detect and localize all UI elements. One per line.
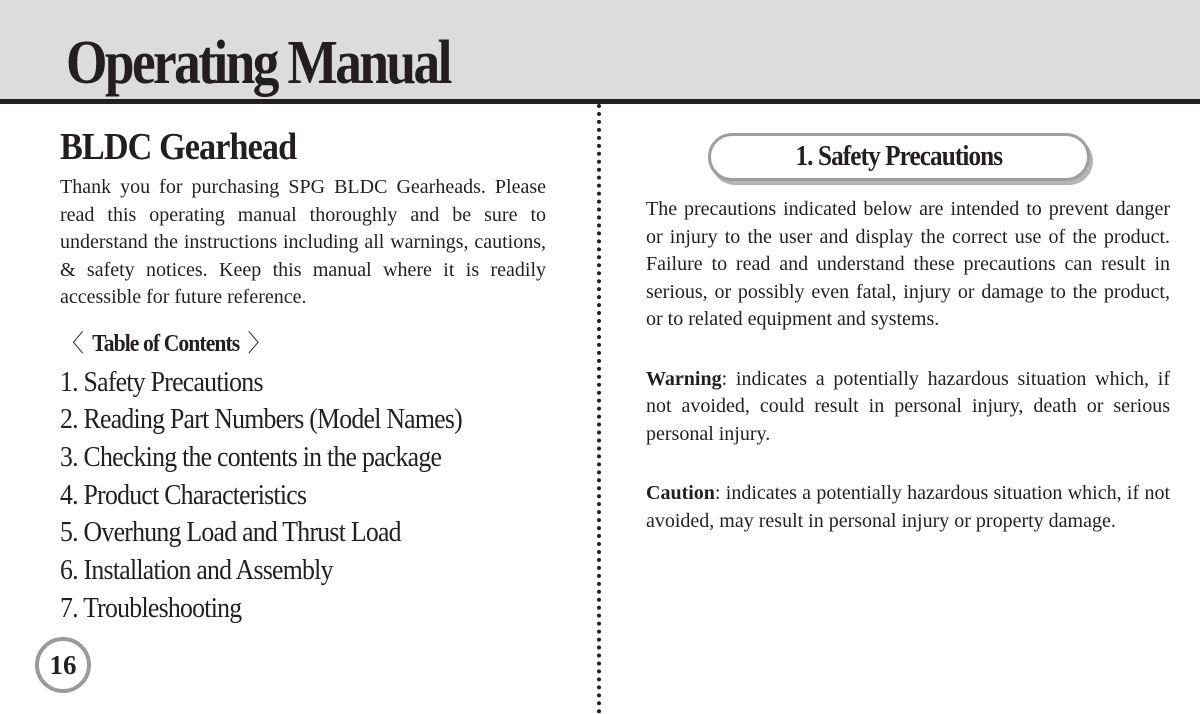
caution-text: : indicates a potentially hazardous situation which, if not avoided, may result in personal injury or property damage. [646, 482, 1170, 532]
toc-bracket-open: 〈 [60, 330, 84, 357]
header-band [0, 0, 1200, 99]
page-number-badge: 16 [35, 637, 91, 693]
caution-paragraph [646, 480, 1170, 535]
toc-item: 2. Reading Part Numbers (Model Names) [60, 404, 463, 436]
column-divider [597, 104, 601, 714]
right-column [646, 196, 1170, 535]
toc-item: 3. Checking the contents in the package [60, 441, 442, 473]
left-column [60, 122, 546, 627]
caution-term: Caution [646, 482, 715, 504]
toc-item: 1. Safety Precautions [60, 366, 263, 398]
manual-title: Operating Manual [66, 29, 450, 97]
toc-list [60, 364, 546, 628]
warning-paragraph [646, 366, 1170, 449]
section-heading-badge [708, 133, 1090, 181]
toc-item: 5. Overhung Load and Thrust Load [60, 517, 401, 549]
section-title: BLDC Gearhead [60, 126, 297, 168]
warning-term: Warning [646, 367, 722, 390]
precautions-intro: The precautions indicated below are intended to prevent danger or injury to the user and display the correct use of the product. Failure to read and understand these precautions can result in serious, or possibly even fatal, injury or damage to the product, or to related equipment and systems. [646, 198, 1170, 330]
toc-title: Table of Contents [92, 330, 240, 357]
section-heading: 1. Safety Precautions [795, 141, 1003, 172]
warning-text: : indicates a potentially hazardous situation which, if not avoided, could result in personal injury, death or serious personal injury. [646, 367, 1170, 445]
toc-bracket-close: 〉 [247, 330, 272, 357]
toc-item: 7. Troubleshooting [60, 592, 242, 624]
intro-paragraph: Thank you for purchasing SPG BLDC Gearheads. Please read this operating manual thoroughly and be sure to understand the instructions including all warnings, cautions, & safety notices. Keep this manual where it is readily accessible for future reference. [60, 176, 546, 308]
toc-heading [60, 324, 546, 364]
toc-item: 4. Product Characteristics [60, 479, 307, 511]
toc-item: 6. Installation and Assembly [60, 555, 333, 587]
